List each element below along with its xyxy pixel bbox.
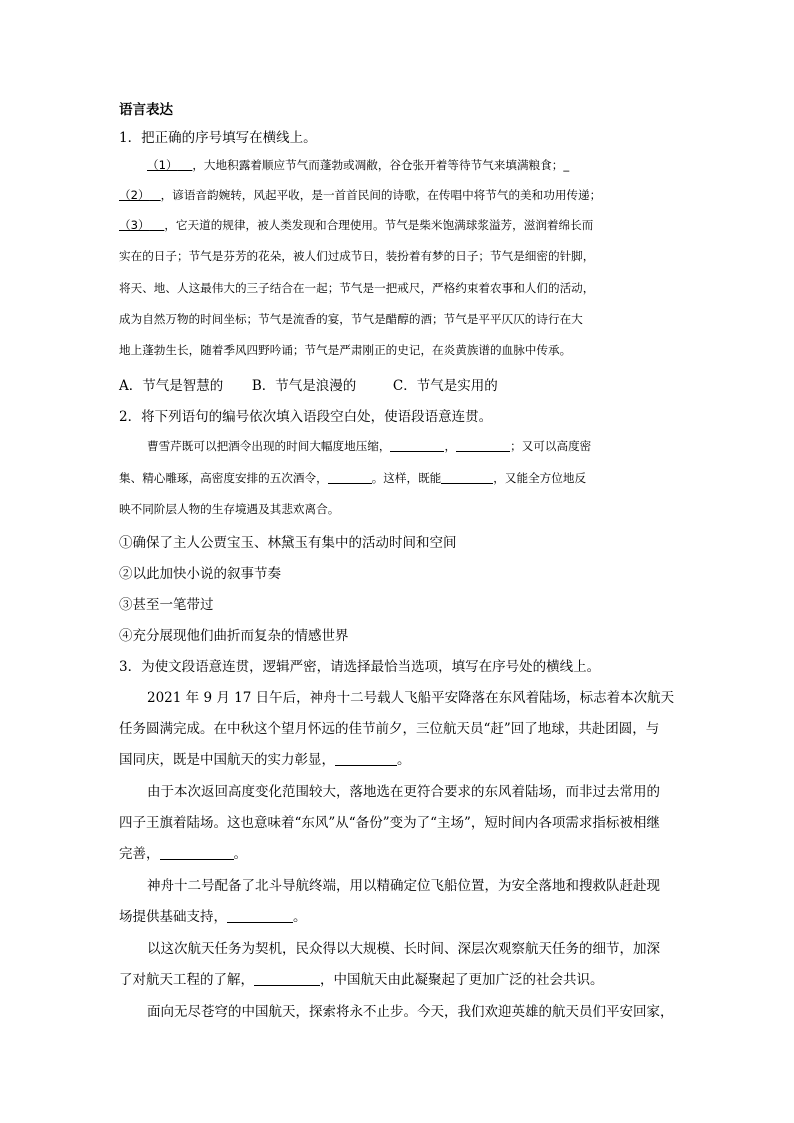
option-a: A．节气是智慧的 (119, 378, 224, 394)
q2-stem: 2．将下列语句的编号依次填入语段空白处，使语段语意连贯。 (119, 409, 493, 425)
q3-paragraph-line: 了对航天工程的了解， ，中国航天由此凝聚起了更加广泛的社会共识。 (119, 972, 604, 988)
q2-passage-line: 曹雪芹既可以把酒令出现的时间大幅度地压缩， ， ；又可以高度密 (147, 439, 592, 453)
blank-1: （1） (147, 158, 178, 172)
q1-passage-line: （1） ，大地积露着顺应节气而蓬勃或凋敝，谷仓张开着等待节气来填满粮食；_ (147, 158, 570, 172)
q1-stem: 1．把正确的序号填写在横线上。 (119, 130, 317, 146)
option-c: C．节气是实用的 (392, 378, 498, 394)
q3-paragraph-line: 神舟十二号配备了北斗导航终端，用以精确定位飞船位置，为安全落地和搜救队赶赴现 (147, 878, 660, 894)
q3-paragraph-line: 由于本次返回高度变化范围较大，落地选在更符合要求的东风着陆场，而非过去常用的 (147, 784, 660, 800)
q2-item: ①确保了主人公贾宝玉、林黛玉有集中的活动时间和空间 (119, 535, 457, 551)
answer-blank (254, 973, 320, 986)
answer-blank (441, 471, 493, 484)
q1-passage-line: （2） ，谚语音韵婉转，风起平收，是一首首民间的诗歌，在传唱中将节气的美和功用传递； (119, 188, 602, 202)
option-b: B．节气是浪漫的 (251, 378, 357, 394)
q1-options (119, 374, 679, 394)
q3-paragraph-line: 任务圆满完成。在中秋这个望月怀远的佳节前夕，三位航天员“赶”回了地球，共赴团圆，与 (119, 721, 660, 737)
q3-paragraph-line: 场提供基础支持， 。 (119, 909, 307, 925)
q2-item: ②以此加快小说的叙事节奏 (119, 566, 281, 582)
q1-passage-line: 地上蓬勃生长，随着季风四野吟诵；节气是严肃刚正的史记，在炎黄族谱的血脉中传承。 (119, 343, 572, 357)
answer-blank (160, 847, 234, 860)
q2-passage-line: 映不同阶层人物的生存境遇及其悲欢离合。 (119, 502, 340, 516)
section-title: 语言表达 (119, 102, 173, 118)
q2-passage-line: 集、精心雕琢，高密度安排的五次酒令， 。这样，既能 ，又能全方位地反 (119, 471, 587, 485)
blank-3: （3） (119, 218, 150, 232)
q1-passage-line: （3） ，它天道的规律，被人类发现和合理使用。节气是柴米饱满球浆溢芳，滋润着绵长而 (119, 218, 594, 232)
blank-2: （2） (119, 188, 150, 202)
q1-passage-line: 成为自然万物的时间坐标；节气是流香的宴，节气是醋醇的酒；节气是平平仄仄的诗行在大 (119, 312, 583, 326)
answer-blank (456, 439, 510, 452)
q1-passage-line: 将天、地、人这最伟大的三子结合在一起；节气是一把戒尺，严格约束着农事和人们的活动， (119, 281, 595, 295)
q3-stem: 3．为使文段语意连贯，逻辑严密，请选择最恰当选项，填写在序号处的横线上。 (119, 659, 601, 675)
q3-paragraph-line: 面向无尽苍穹的中国航天，探索将永不止步。今天，我们欢迎英雄的航天员们平安回家， (147, 1004, 674, 1020)
answer-blank (227, 910, 293, 923)
q3-paragraph-line: 国同庆，既是中国航天的实力彰显， 。 (119, 752, 411, 768)
q3-paragraph-line: 以这次航天任务为契机，民众得以大规模、长时间、深层次观察航天任务的细节，加深 (147, 941, 660, 957)
answer-blank (335, 753, 397, 766)
q3-paragraph-line: 完善， 。 (119, 846, 247, 862)
q2-item: ③甚至一笔带过 (119, 597, 214, 613)
q3-paragraph-line: 2021 年 9 月 17 日午后，神舟十二号载人飞船平安降落在东风着陆场，标志着本次航天 (147, 690, 675, 706)
q2-item: ④充分展现他们曲折而复杂的情感世界 (119, 628, 349, 644)
answer-blank (328, 471, 372, 484)
answer-blank (390, 439, 444, 452)
q3-paragraph-line: 四子王旗着陆场。这也意味着“东风”从“备份”变为了“主场”，短时间内各项需求指标被相继 (119, 815, 660, 831)
q1-passage-line: 实在的日子；节气是芬芳的花朵，被人们过成节日，装扮着有梦的日子；节气是细密的针脚， (119, 249, 595, 263)
